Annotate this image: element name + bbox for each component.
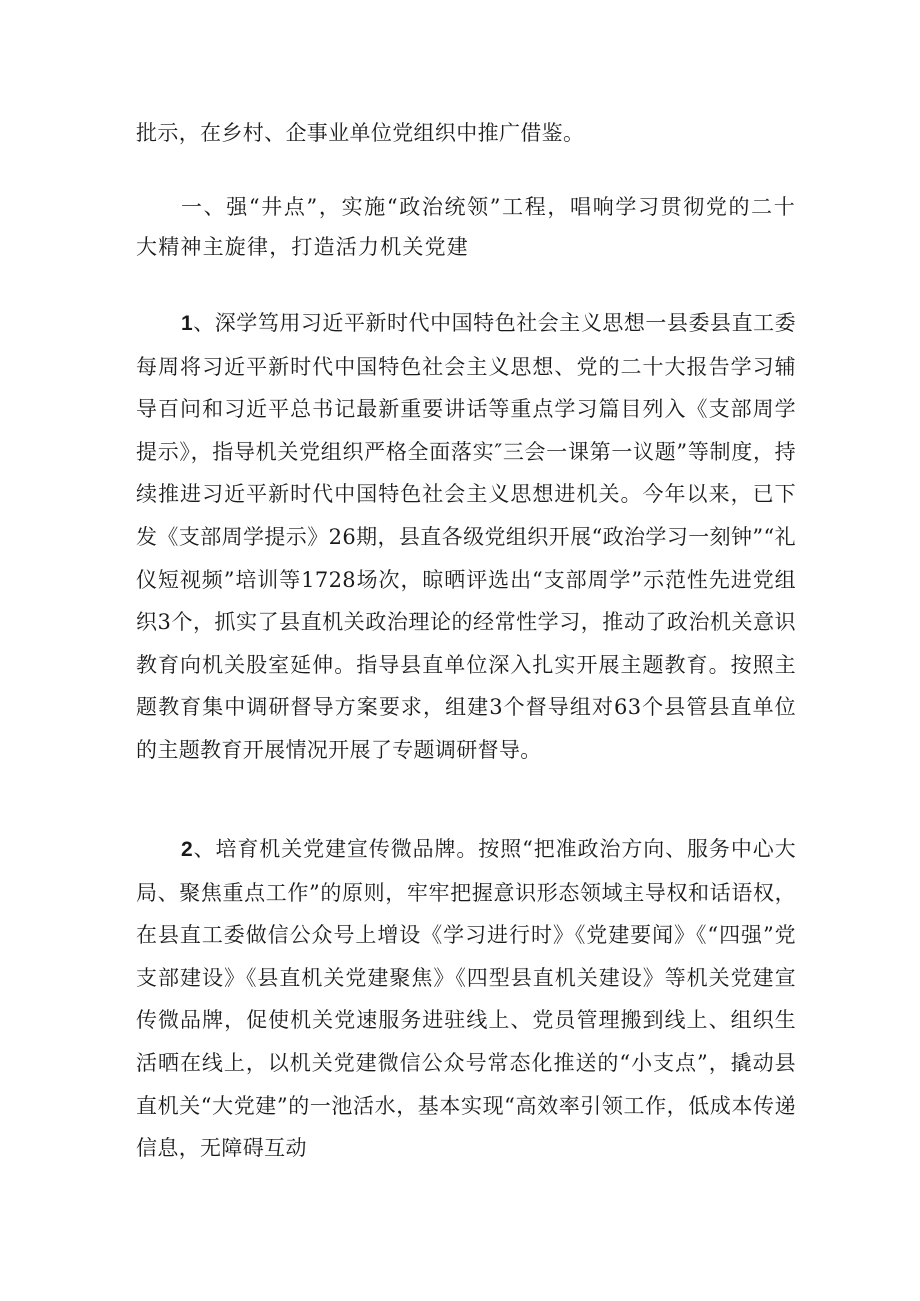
item-1-text: 、深学笃用习近平新时代中国特色社会主义思想一县委县直工委每周将习近平新时代中国特色社会主义思想、党的二十大报告学习辅导百问和习近平总书记最新重要讲话等重点学习篇目列入《支部周学提示》，指导机关党组织严格全面落实″三会一课第一议题”等制度，持续推进习近平新时代中国特色社会主义思想进机关。今年以来，已下发《支部周学提示》26期，县直各级党组织开展“政治学习一刻钟”“礼仪短视频”培训等1728场次，晾晒评选出“支部周学”示范性先进党组织3个，抓实了县直机关政治理论的经常性学习，推动了政治机关意识教育向机关股室延伸。指导县直单位深入扎实开展主题教育。按照主题教育集中调研督导方案要求，组建3个督导组对63个县管县直单位的主题教育开展情况开展了专题调研督导。 <box>136 311 796 762</box>
item-2-number: 2 <box>181 838 194 861</box>
item-2-text: 、培育机关党建宣传微品牌。按照“把准政治方向、服务中心大局、聚焦重点工作”的原则，牢牢把握意识形态领域主导权和话语权，在县直工委做信公众号上增设《学习进行时》《党建要闻》《“四强”党支部建设》《县直机关党建聚焦》《四型县直机关建设》等机关党建宣传微品牌，促使机关党速服务进驻线上、党员管理搬到线上、组织生活晒在线上，以机关党建微信公众号常态化推送的“小支点”，撬动县直机关“大党建”的一池活水，基本实现“高效率引领工作，低成本传递信息，无障碍互动 <box>136 837 796 1161</box>
section-heading: 一、强“井点”，实施“政治统领”工程，唱响学习贯彻党的二十大精神主旋律，打造活力机关党建 <box>136 195 796 259</box>
item-1-paragraph <box>136 302 796 772</box>
item-1-number: 1 <box>181 312 194 335</box>
intro-paragraph: 批示，在乡村、企事业单位党组织中推广借鉴。 <box>136 121 585 145</box>
item-2-paragraph <box>136 828 796 1170</box>
